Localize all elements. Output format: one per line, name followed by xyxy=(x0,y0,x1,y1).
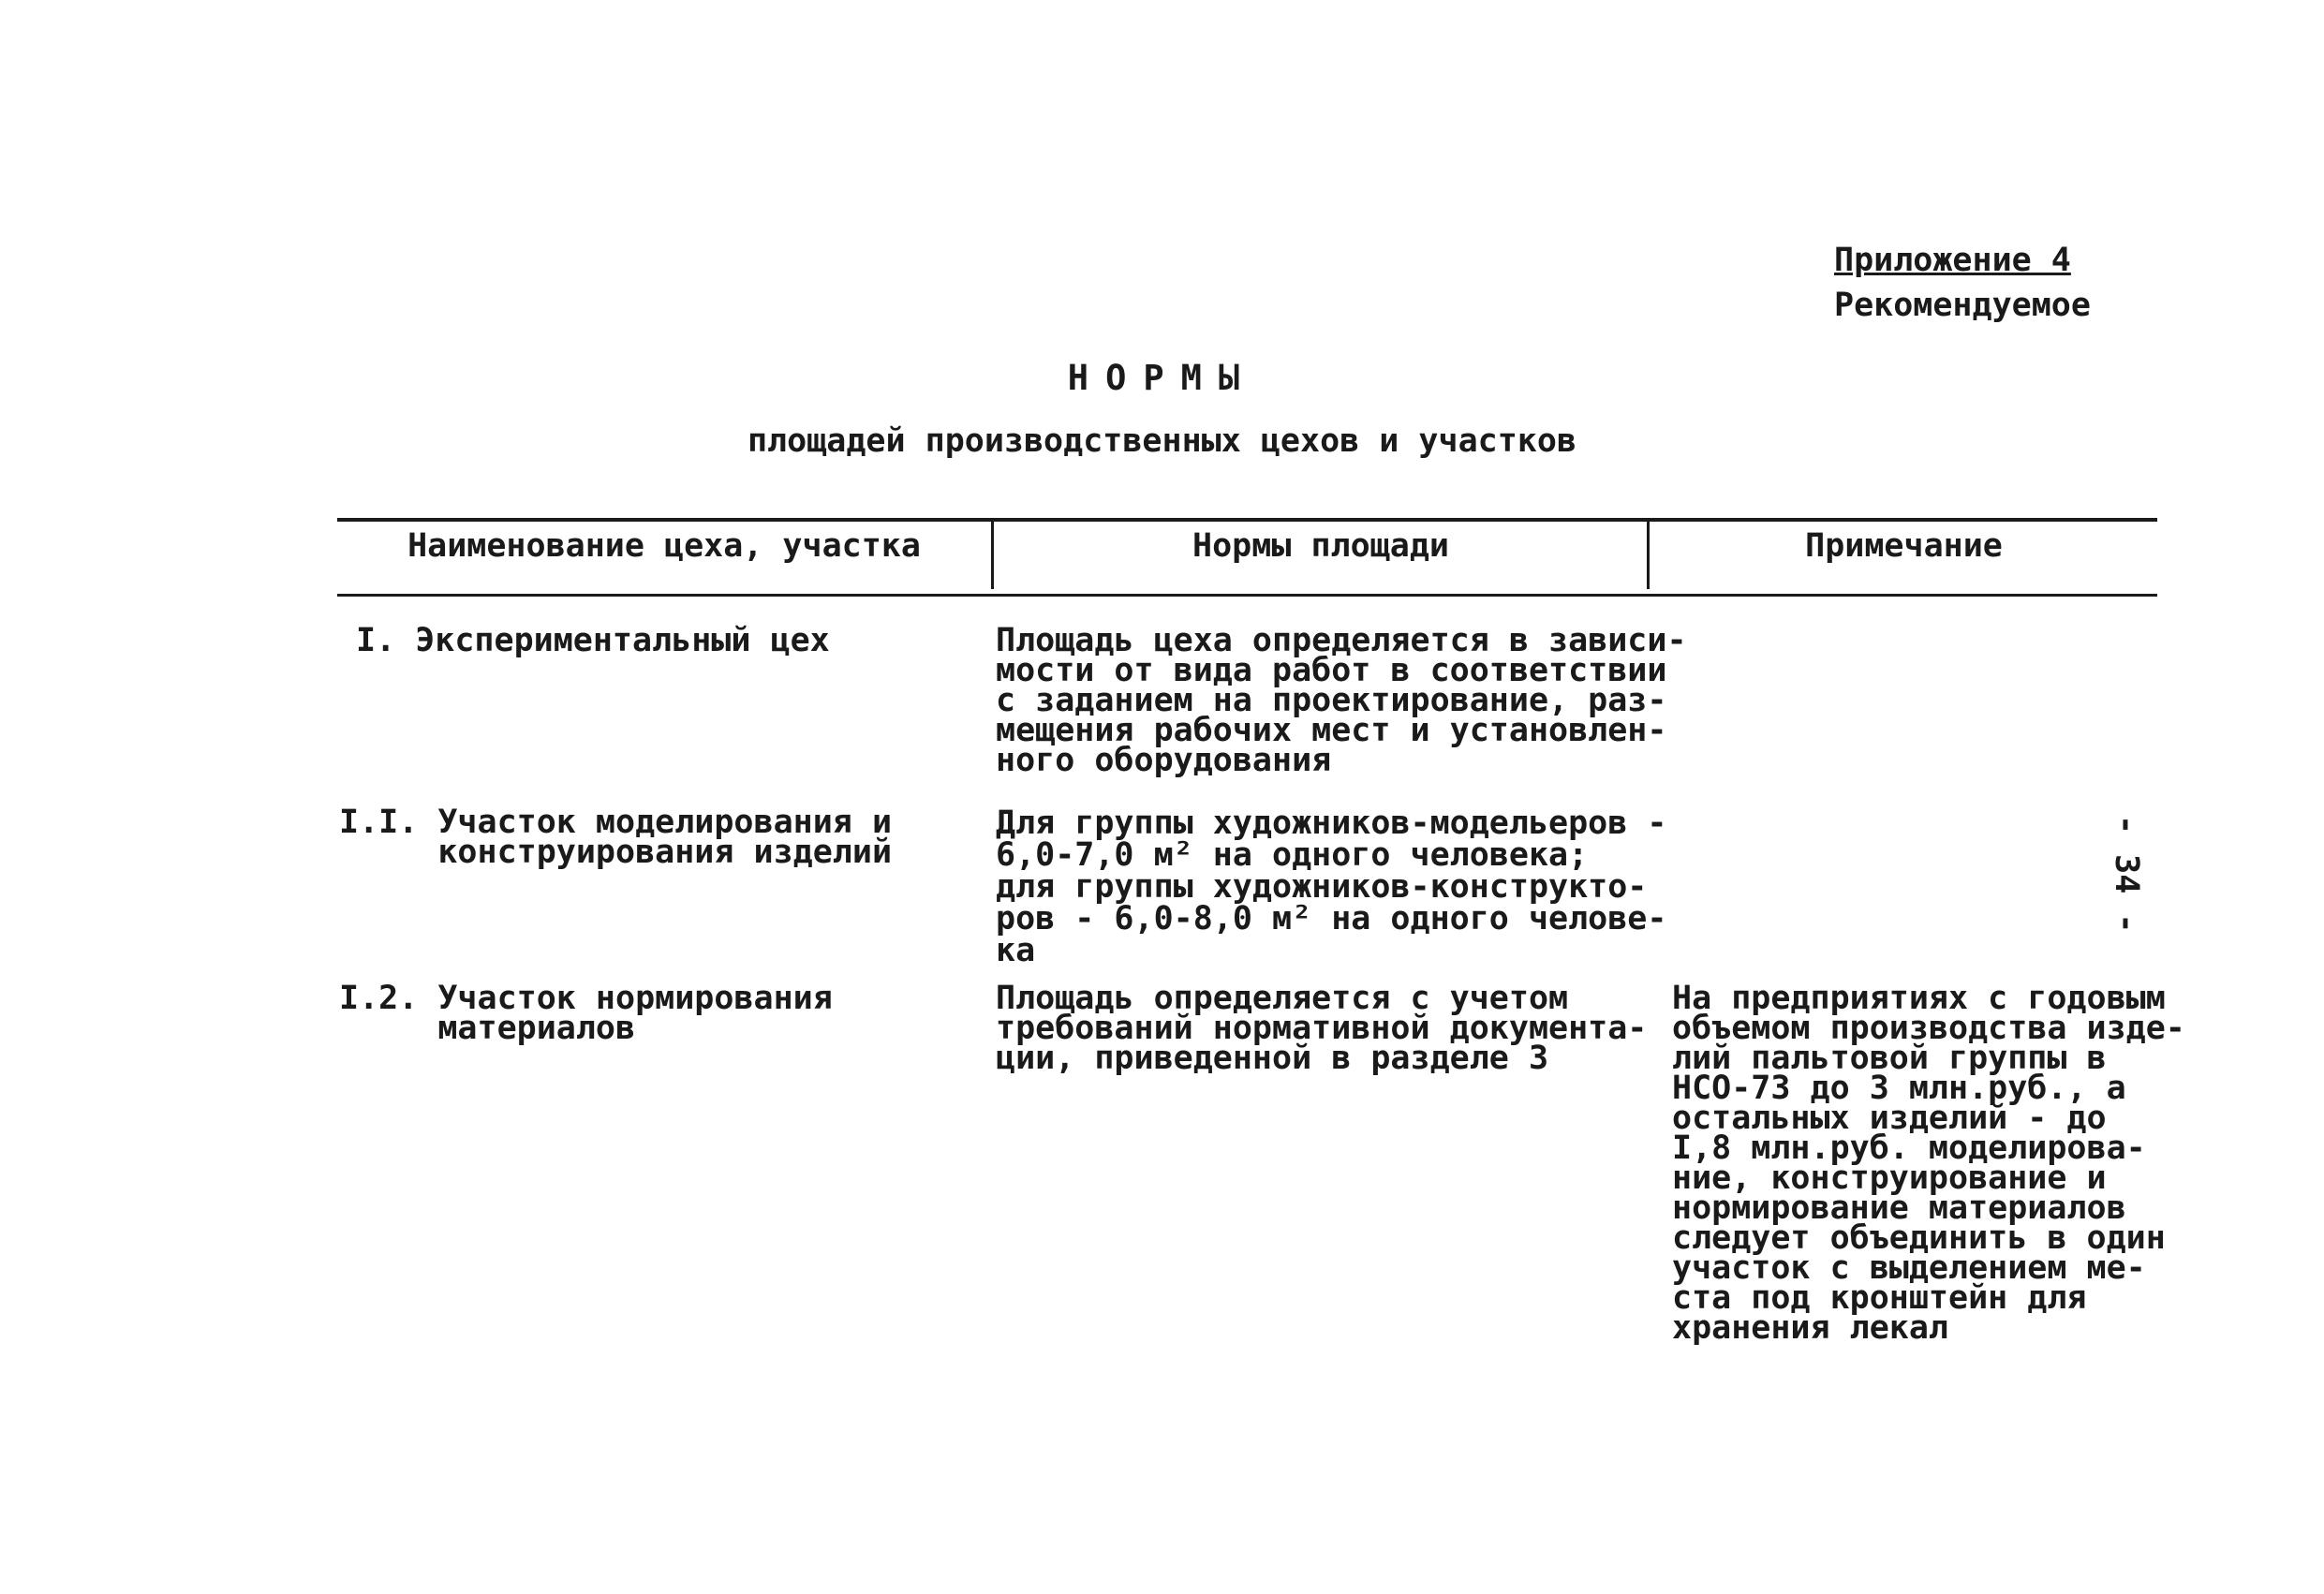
document-title: НОРМЫ xyxy=(1067,358,1257,398)
page-number: - 34 - xyxy=(2108,815,2145,934)
column-header-note: Примечание xyxy=(1805,527,2003,565)
column-header-name: Наименование цеха, участка xyxy=(407,527,921,565)
column-separator xyxy=(991,522,994,589)
table-row-2-norm: Для группы художников-модельеров - 6,0-7,0 м² на одного человека; для группы художников-конструкто- ров - 6,0-8,0 м² на одного челове- ка xyxy=(996,804,1667,969)
recommendation-label: Рекомендуемое xyxy=(1834,287,2091,324)
table-row-3-norm: Площадь определяется с учетом требований нормативной документа- ции, приведенной в разделе 3 xyxy=(996,980,1648,1077)
table-row-2-name: I.I. Участок моделирования и конструирования изделий xyxy=(339,804,893,871)
table-row-3-note: На предприятиях с годовым объемом производства изде- лий пальтовой группы в НСО-73 до 3 млн.руб., а остальных изделий - до I,8 млн.руб. моделирова- ние, конструирование и нормирование материалов следует объединить в один участок с выделением ме- ста под кронштейн для хранения лекал xyxy=(1672,980,2185,1347)
document-subtitle: площадей производственных цехов и участков xyxy=(747,422,1576,460)
table-row-1-name: I. Экспериментальный цех xyxy=(356,622,830,659)
appendix-label: Приложение 4 xyxy=(1834,242,2071,279)
table-top-rule xyxy=(337,518,2157,522)
table-row-3-name: I.2. Участок нормирования материалов xyxy=(339,980,833,1047)
column-separator xyxy=(1647,522,1650,589)
table-header-rule xyxy=(337,594,2157,597)
column-header-norm: Нормы площади xyxy=(1192,527,1449,565)
table-row-1-norm: Площадь цеха определяется в зависи- мости от вида работ в соответствии с заданием на проектирование, раз- мещения рабочих мест и установлен- ного оборудования xyxy=(996,622,1687,779)
